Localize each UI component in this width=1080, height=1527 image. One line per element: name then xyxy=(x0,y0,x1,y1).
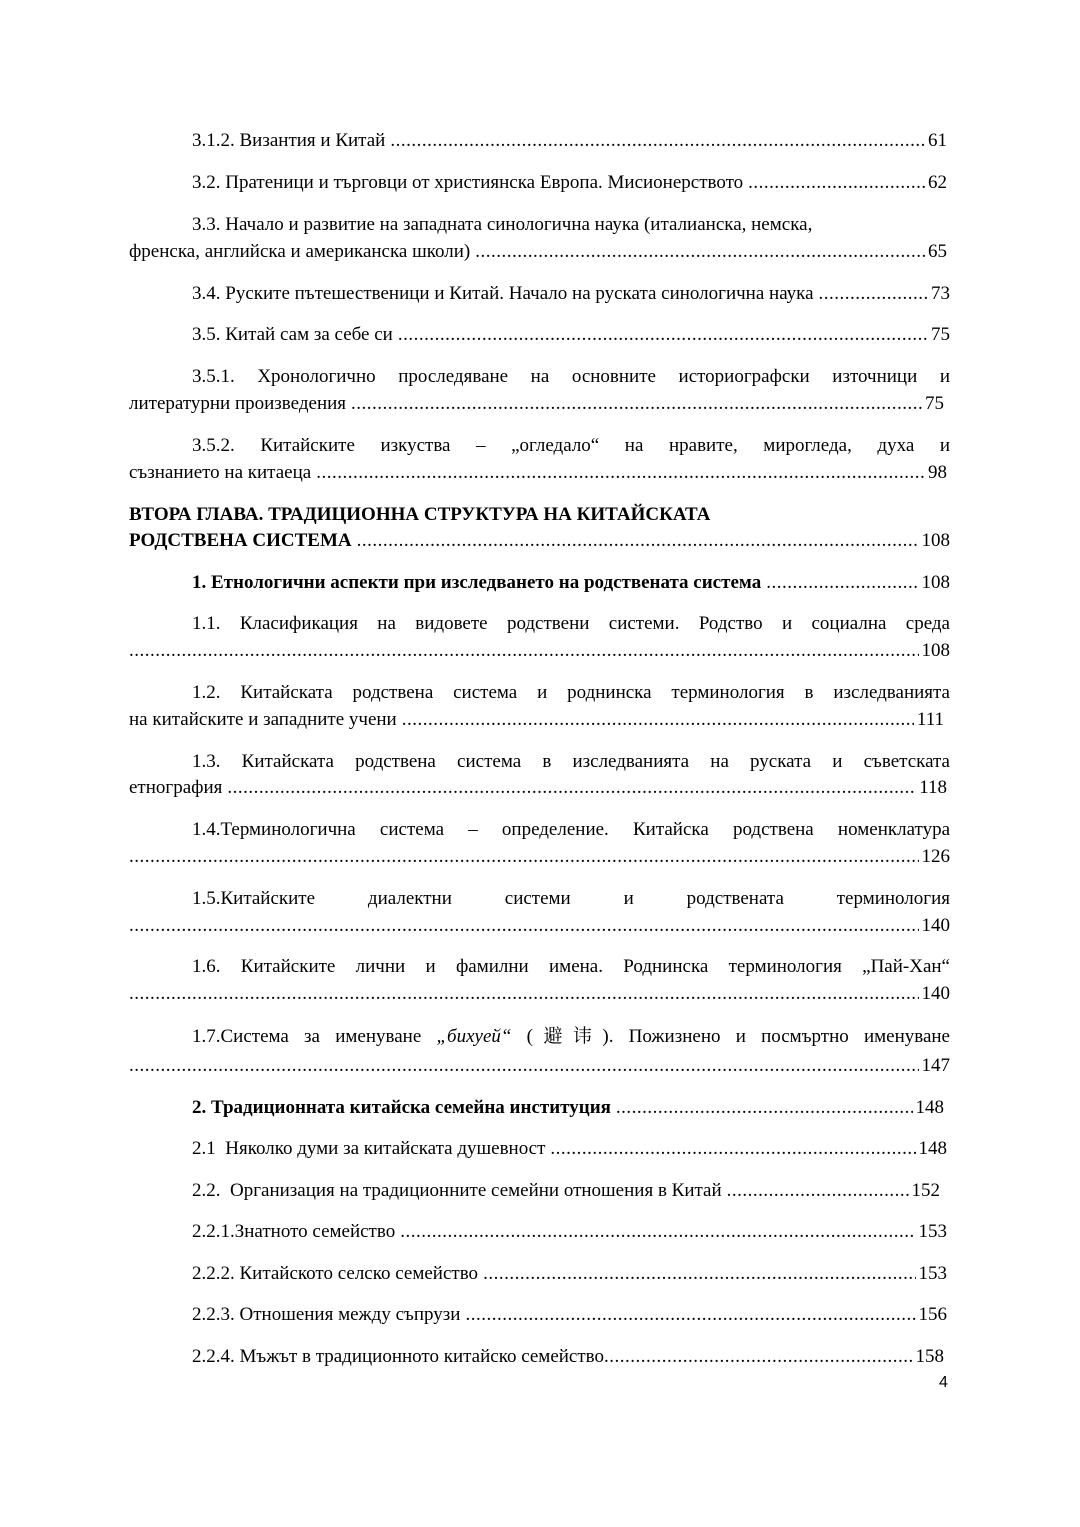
toc-entry xyxy=(129,639,950,663)
dot-leader xyxy=(227,776,916,800)
toc-entry-line1: 3.5.2. Китайските изкуства – „огледало“ на нравите, мирогледа, духа и xyxy=(192,435,950,456)
toc-entry-line1: 1.2. Китайската родствена система и роднинска терминология в изследванията xyxy=(192,682,950,703)
toc-entry-line1: 1.7.Система за именуване „бихуей“ (避讳). Пожизнено и посмъртно именуване xyxy=(192,1026,950,1047)
toc-entry-page: 108 xyxy=(921,572,950,593)
toc-entry-label: на китайските и западните учени xyxy=(129,709,397,730)
toc-entry xyxy=(129,240,947,264)
toc-entry-label: РОДСТВЕНА СИСТЕМА xyxy=(129,530,352,551)
toc-entry-page: 111 xyxy=(916,709,944,730)
chapter-heading: ВТОРА ГЛАВА. ТРАДИЦИОННА СТРУКТУРА НА КИТАЙСКАТА xyxy=(129,504,711,525)
toc-entry-line1: 3.3. Начало и развитие на западната синологична наука (италианска, немска, xyxy=(192,214,813,235)
toc-entry-line1: 1.1. Класификация на видовете родствени системи. Родство и социална среда xyxy=(192,613,950,634)
toc-entry-page: 126 xyxy=(921,846,950,867)
toc-entry xyxy=(129,708,944,732)
toc-entry-page: 153 xyxy=(918,1263,947,1284)
toc-entry-page: 65 xyxy=(928,241,947,262)
toc-entry-label: литературни произведения xyxy=(129,393,347,414)
dot-leader xyxy=(398,323,928,347)
toc-entry xyxy=(129,392,944,416)
toc-entry xyxy=(192,1137,947,1161)
toc-entry-label: етнография xyxy=(129,777,223,798)
toc-entry-page: 140 xyxy=(921,915,950,936)
toc-entry-page: 148 xyxy=(915,1097,944,1118)
toc-entry xyxy=(192,571,950,595)
toc-entry-line1: 1.3. Китайската родствена система в изследванията на руската и съветската xyxy=(192,751,950,772)
toc-entry-label: 2.2.2. Китайското селско семейство xyxy=(192,1263,479,1284)
toc-entry-label: 3.1.2. Византия и Китай xyxy=(192,130,386,151)
dot-leader xyxy=(483,1262,915,1286)
toc-entry-label: 2.2.3. Отношения между съпрузи xyxy=(192,1304,461,1325)
toc-entry-label: 1. Етнологични аспекти при изследването на родствената система xyxy=(192,572,762,593)
toc-entry xyxy=(192,171,947,195)
toc-entry-label: 2.2.1.Знатното семейство xyxy=(192,1221,396,1242)
dot-leader xyxy=(616,1096,913,1120)
toc-entry xyxy=(129,776,947,800)
dot-leader xyxy=(129,639,919,663)
toc-entry-page: 73 xyxy=(931,283,950,304)
dot-leader xyxy=(604,1345,912,1369)
dot-leader xyxy=(129,845,919,869)
toc-entry xyxy=(192,1096,944,1120)
italic-term: „бихуей“ xyxy=(436,1026,512,1047)
toc-entry xyxy=(129,461,947,485)
toc-entry-page: 62 xyxy=(928,172,947,193)
toc-entry-page: 158 xyxy=(915,1346,944,1367)
toc-entry-page: 152 xyxy=(911,1180,940,1201)
toc-entry-page: 147 xyxy=(921,1055,950,1076)
toc-entry xyxy=(129,914,950,938)
toc-entry xyxy=(192,323,950,347)
dot-leader xyxy=(129,914,919,938)
toc-entry-page: 61 xyxy=(928,130,947,151)
toc-entry-label: 3.2. Пратеници и търговци от християнска Европа. Мисионерството xyxy=(192,172,744,193)
toc-entry-label: съзнанието на китаеца xyxy=(129,462,312,483)
dot-leader xyxy=(465,1303,915,1327)
toc-entry-page: 108 xyxy=(921,530,950,551)
page-number: 4 xyxy=(939,1374,948,1391)
dot-leader xyxy=(400,1220,915,1244)
toc-entry-label: 2.1 Няколко думи за китайската душевност xyxy=(192,1138,546,1159)
toc-entry-line1: 1.5.Китайските диалектни системи и родствената терминология xyxy=(192,888,950,909)
toc-entry xyxy=(129,982,950,1006)
toc-entry xyxy=(129,1054,950,1078)
dot-leader xyxy=(357,529,919,553)
toc-entry-line1: 1.4.Терминологична система – определение. Китайска родствена номенклатура xyxy=(192,819,950,840)
toc-entry xyxy=(129,529,950,553)
dot-leader xyxy=(475,240,925,264)
toc-entry-page: 108 xyxy=(921,640,950,661)
toc-entry xyxy=(192,129,947,153)
toc-entry-label: 2.2.4. Мъжът в традиционното китайско семейство xyxy=(192,1346,605,1367)
dot-leader xyxy=(550,1137,915,1161)
toc-entry-line1: 3.5.1. Хронологично проследяване на основните историографски източници и xyxy=(192,366,950,387)
dot-leader xyxy=(316,461,925,485)
toc-entry xyxy=(192,1262,947,1286)
toc-entry-label: 3.5. Китай сам за себе си xyxy=(192,324,393,345)
dot-leader xyxy=(727,1179,909,1203)
toc-entry-label: 2.2. Организация на традиционните семейни отношения в Китай xyxy=(192,1180,722,1201)
toc-entry-page: 98 xyxy=(928,462,947,483)
dot-leader xyxy=(748,171,925,195)
dot-leader xyxy=(129,982,919,1006)
toc-entry-page: 153 xyxy=(918,1221,947,1242)
toc-entry xyxy=(192,282,950,306)
toc-entry-page: 75 xyxy=(925,393,944,414)
dot-leader xyxy=(351,392,922,416)
toc-entry xyxy=(192,1179,940,1203)
dot-leader xyxy=(402,708,914,732)
toc-entry-page: 148 xyxy=(918,1138,947,1159)
dot-leader xyxy=(766,571,918,595)
toc-entry-page: 140 xyxy=(921,983,950,1004)
toc-entry-label: френска, английска и американска школи) xyxy=(129,241,471,262)
toc-entry-line1: 1.6. Китайските лични и фамилни имена. Роднинска терминология „Пай-Хан“ xyxy=(192,956,950,977)
toc-entry xyxy=(129,845,950,869)
toc-entry xyxy=(192,1345,944,1369)
dot-leader xyxy=(390,129,925,153)
toc-entry-page: 156 xyxy=(918,1304,947,1325)
dot-leader xyxy=(129,1054,919,1078)
toc-entry-label: 2. Традиционната китайска семейна институция xyxy=(192,1097,611,1118)
toc-entry-page: 118 xyxy=(919,777,947,798)
toc-entry-label: 3.4. Руските пътешественици и Китай. Начало на руската синологична наука xyxy=(192,283,814,304)
toc-entry xyxy=(192,1220,947,1244)
toc-entry-page: 75 xyxy=(931,324,950,345)
toc-entry xyxy=(192,1303,947,1327)
dot-leader xyxy=(819,282,928,306)
